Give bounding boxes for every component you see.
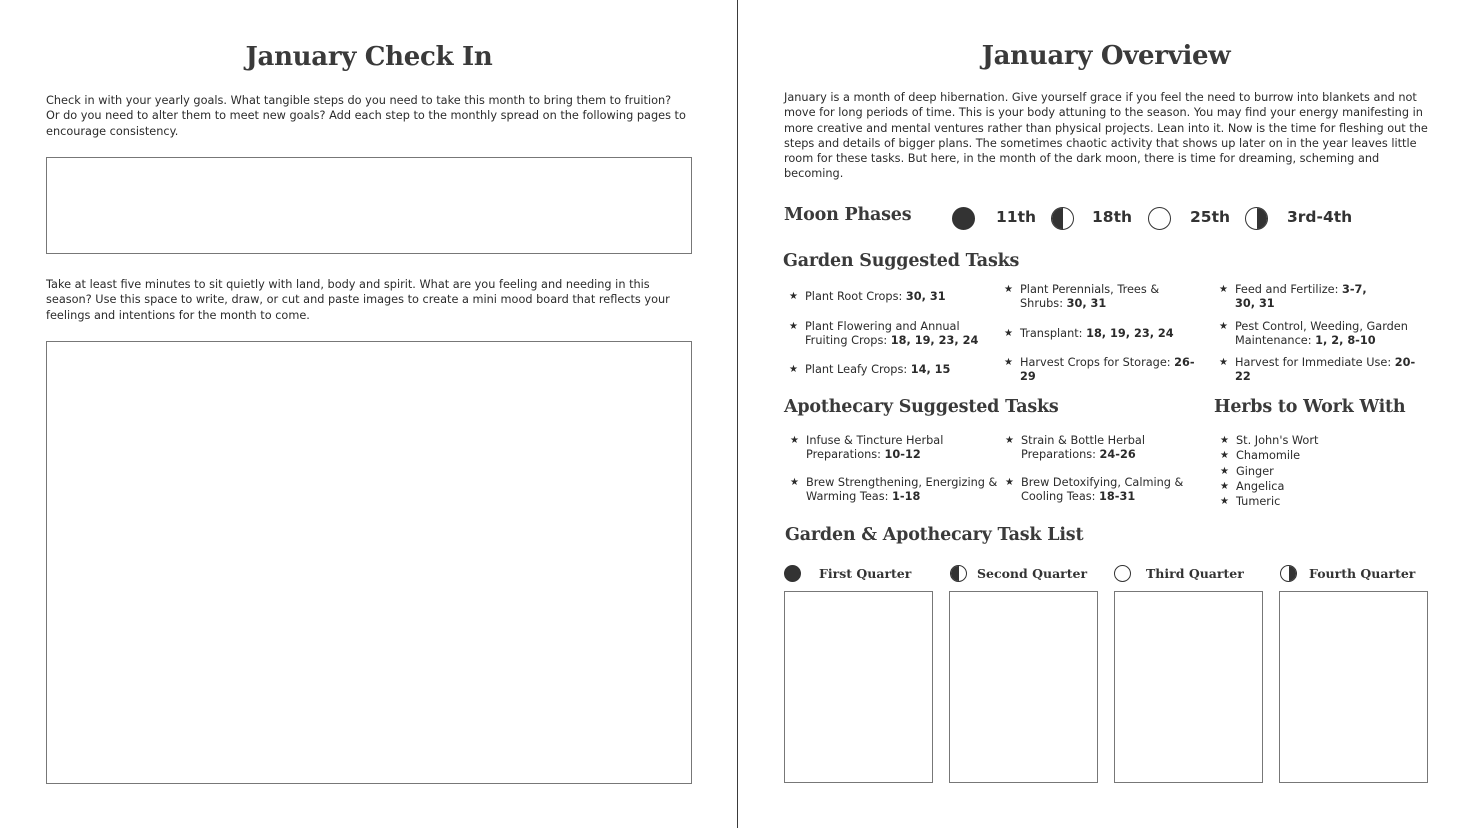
phase-date-first-half: 18th xyxy=(1092,208,1133,226)
herb-item: ★ Ginger xyxy=(1220,464,1274,478)
star-bullet-icon: ★ xyxy=(789,321,798,332)
herbs-list xyxy=(1220,433,1318,509)
apothecary-task-item: ★ Brew Detoxifying, Calming & Cooling Teas: 18-31 xyxy=(1005,476,1184,503)
star-bullet-icon: ★ xyxy=(1220,450,1229,462)
garden-task-item: ★ Pest Control, Weeding, Garden Maintenance: 1, 2, 8-10 xyxy=(1219,320,1408,347)
first-quarter-label: First Quarter xyxy=(819,566,912,581)
star-bullet-icon: ★ xyxy=(1220,435,1229,446)
herb-item: ★ St. John's Wort xyxy=(1220,434,1319,447)
star-bullet-icon: ★ xyxy=(1004,284,1013,295)
garden-tasks-heading: Garden Suggested Tasks xyxy=(783,251,1020,271)
star-bullet-icon: ★ xyxy=(790,477,799,488)
mood-board-box[interactable] xyxy=(46,341,692,784)
star-bullet-icon: ★ xyxy=(789,364,798,375)
herb-item: ★ Angelica xyxy=(1220,479,1285,493)
star-bullet-icon: ★ xyxy=(1219,284,1228,295)
moon-phases-heading: Moon Phases xyxy=(784,205,912,225)
phase-date-last-half: 3rd-4th xyxy=(1287,208,1353,226)
apothecary-task-item: ★ Strain & Bottle Herbal Preparations: 24-26 xyxy=(1005,434,1145,461)
star-bullet-icon: ★ xyxy=(1220,465,1229,477)
third-quarter-label: Third Quarter xyxy=(1146,566,1244,581)
half-moon-left-icon xyxy=(950,565,967,582)
star-bullet-icon: ★ xyxy=(1004,357,1013,368)
star-bullet-icon: ★ xyxy=(1005,435,1014,446)
star-bullet-icon: ★ xyxy=(1004,328,1013,339)
second-quarter-box[interactable] xyxy=(949,591,1098,783)
garden-task-item: ★ Transplant: 18, 19, 23, 24 xyxy=(1004,327,1174,340)
star-bullet-icon: ★ xyxy=(1220,496,1229,508)
garden-task-item: ★ Plant Leafy Crops: 14, 15 xyxy=(789,363,951,376)
overview-intro: January is a month of deep hibernation. Give yourself grace if you feel the need to burrow into blankets and not move for long periods of time. This is your body attuning to the season. You may find your energy manifesting in more creative and mental ventures rather than physical projects. Lean into it. Now is the time for fleshing out the steps and details of bigger plans. The sometimes chaotic activity that shows up later on in the year leaves little room for these tasks. But here, in the month of the dark moon, there is time for dreaming, scheming and becoming. xyxy=(784,91,1428,181)
fourth-quarter-label: Fourth Quarter xyxy=(1309,566,1416,581)
herb-item: ★ Tumeric xyxy=(1220,495,1281,509)
star-bullet-icon: ★ xyxy=(1220,480,1229,492)
apothecary-tasks-heading: Apothecary Suggested Tasks xyxy=(784,397,1059,417)
half-moon-left-icon xyxy=(1051,207,1074,230)
star-bullet-icon: ★ xyxy=(789,291,798,302)
page-spine-divider xyxy=(737,0,738,828)
new-moon-icon xyxy=(1114,565,1131,582)
check-in-intro: Check in with your yearly goals. What tangible steps do you need to take this month to bring them to fruition? Or do you need to alter them to meet new goals? Add each step to the monthly spread on the following pages to encourage consistency. xyxy=(46,94,686,138)
apothecary-task-item: ★ Brew Strengthening, Energizing & Warming Teas: 1-18 xyxy=(790,476,998,503)
garden-task-item: ★ Feed and Fertilize: 3-7, 30, 31 xyxy=(1219,283,1367,310)
phase-date-full: 11th xyxy=(996,208,1037,226)
full-moon-icon xyxy=(784,565,801,582)
garden-task-item: ★ Plant Flowering and Annual Fruiting Crops: 18, 19, 23, 24 xyxy=(789,320,979,347)
goals-writing-box[interactable] xyxy=(46,157,692,254)
check-in-title: January Check In xyxy=(245,42,493,72)
half-moon-right-icon xyxy=(1280,565,1297,582)
full-moon-icon xyxy=(952,207,975,230)
mood-board-prompt: Take at least five minutes to sit quietly with land, body and spirit. What are you feeling and needing in this season? Use this space to write, draw, or cut and paste images to create a mini mood board that reflects your feelings and intentions for the month to come. xyxy=(46,278,670,322)
third-quarter-box[interactable] xyxy=(1114,591,1263,783)
fourth-quarter-box[interactable] xyxy=(1279,591,1428,783)
garden-task-item: ★ Harvest for Immediate Use: 20-22 xyxy=(1219,356,1416,383)
task-list-heading: Garden & Apothecary Task List xyxy=(785,525,1084,545)
herb-item: ★ Chamomile xyxy=(1220,449,1301,463)
second-quarter-label: Second Quarter xyxy=(977,566,1088,581)
star-bullet-icon: ★ xyxy=(1219,321,1228,332)
apothecary-task-item: ★ Infuse & Tincture Herbal Preparations: 10-12 xyxy=(790,434,944,461)
phase-date-new: 25th xyxy=(1190,208,1231,226)
star-bullet-icon: ★ xyxy=(1219,357,1228,368)
star-bullet-icon: ★ xyxy=(1005,477,1014,488)
garden-task-item: ★ Plant Root Crops: 30, 31 xyxy=(789,290,946,303)
garden-task-item: ★ Harvest Crops for Storage: 26-29 xyxy=(1004,356,1195,383)
half-moon-right-icon xyxy=(1245,207,1268,230)
star-bullet-icon: ★ xyxy=(790,435,799,446)
overview-title: January Overview xyxy=(981,41,1231,71)
first-quarter-box[interactable] xyxy=(784,591,933,783)
garden-task-item: ★ Plant Perennials, Trees & Shrubs: 30, 31 xyxy=(1004,283,1160,310)
new-moon-icon xyxy=(1148,207,1171,230)
herbs-heading: Herbs to Work With xyxy=(1214,397,1406,417)
